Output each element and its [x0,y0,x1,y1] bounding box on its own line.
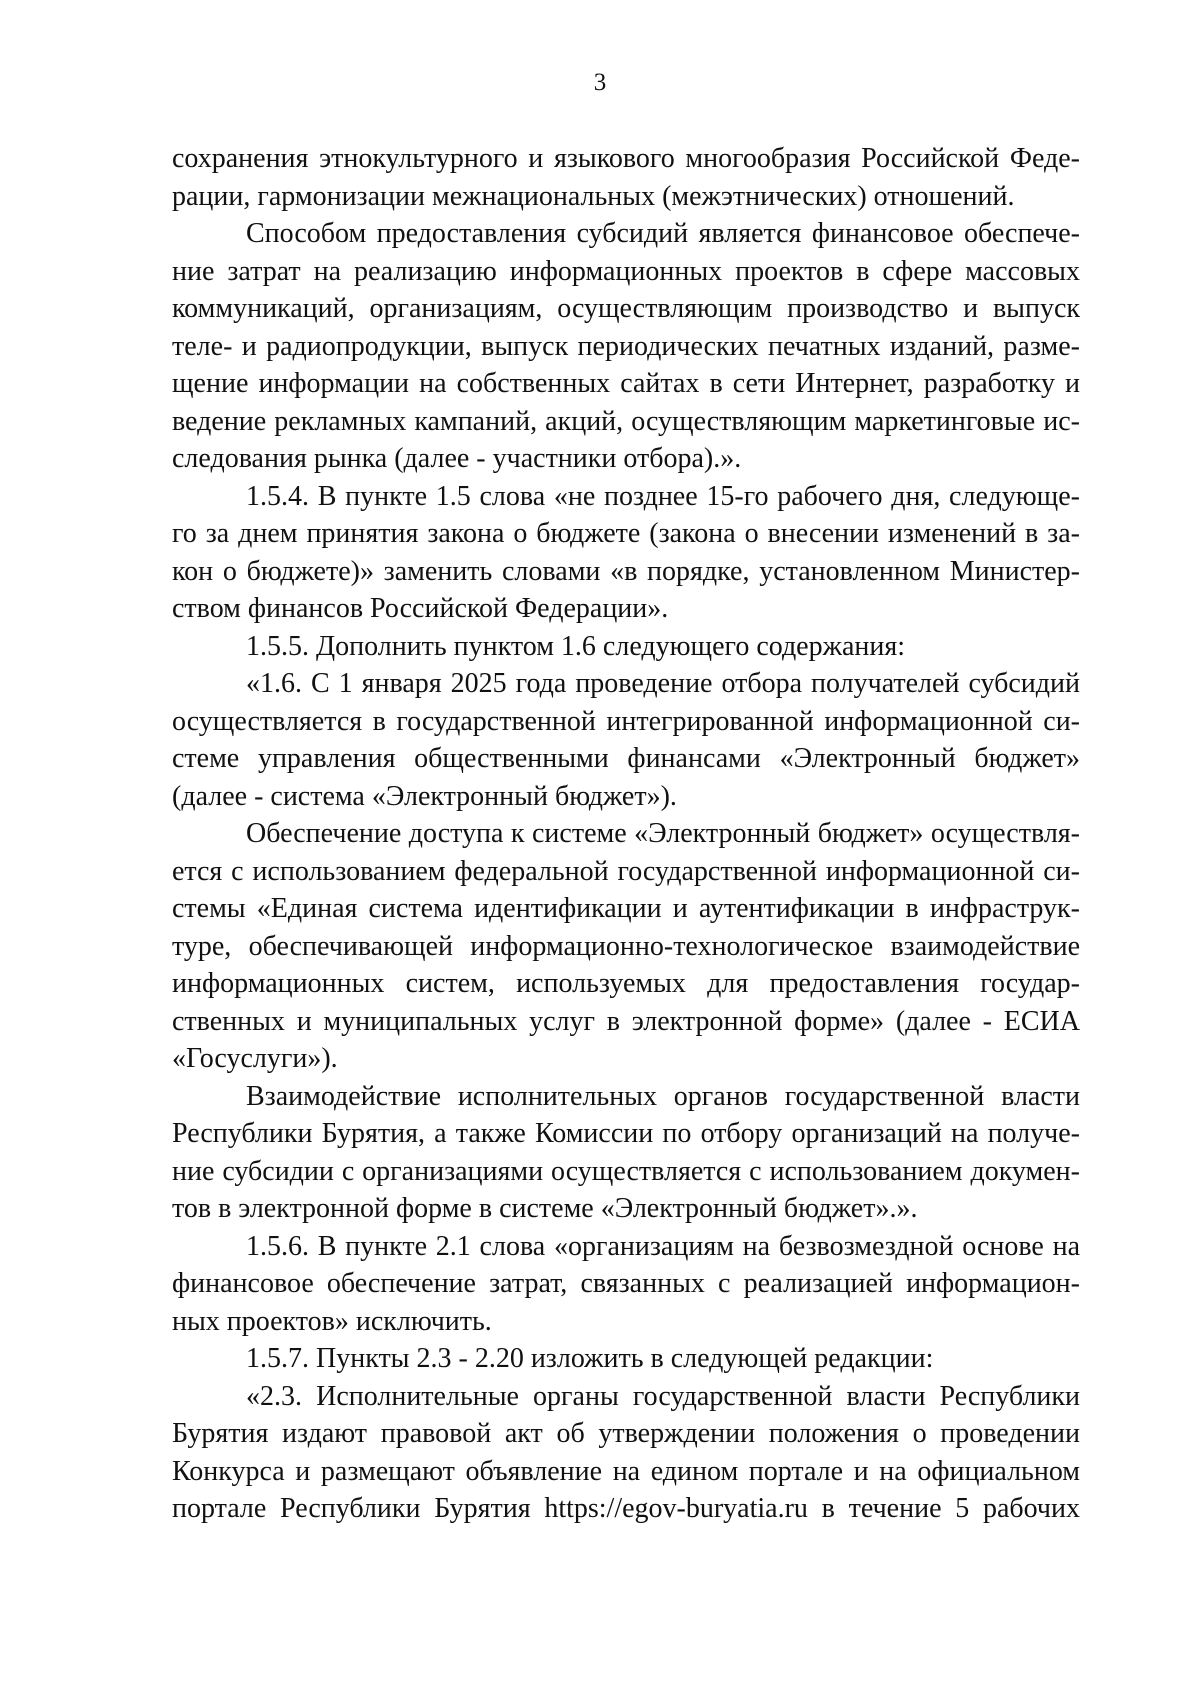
text-line: коммуникаций, организациям, осуществляющим производство и выпуск [172,293,1080,324]
text-line: Способом предоставления субсидий является финансовое обеспече- [246,218,1080,249]
text-line: кон о бюджете)» заменить словами «в порядке, установленном Министер- [172,555,1080,587]
text-line: рации, гармонизации межнациональных (межэтнических) отношений. [172,180,1015,212]
text-line: портале Республики Бурятия https://egov-buryatia.ru в течение 5 рабочих [172,1493,1080,1524]
text-line: «1.6. С 1 января 2025 года проведение отбора получателей субсидий [246,668,1080,699]
text-line: осуществляется в государственной интегрированной информационной си- [172,705,1080,737]
text-line: финансовое обеспечение затрат, связанных с реализацией информацион- [172,1268,1080,1299]
text-line: щение информации на собственных сайтах в сети Интернет, разработку и [172,368,1080,399]
text-line: Конкурса и размещают объявление на едином портале и на официальном [172,1455,1080,1487]
text-line: Бурятия издают правовой акт об утверждении положения о проведении [172,1418,1080,1449]
text-line: туре, обеспечивающей информационно-технологическое взаимодействие [172,930,1080,962]
text-line: 1.5.6. В пункте 2.1 слова «организациям на безвозмездной основе на [246,1230,1080,1262]
text-line: (далее - система «Электронный бюджет»). [172,780,677,812]
text-line: Республики Бурятия, а также Комиссии по отбору организаций на получе- [172,1118,1080,1149]
text-line: стеме управления общественными финансами «Электронный бюджет» [172,743,1080,774]
text-line: «2.3. Исполнительные органы государственной власти Республики [246,1380,1080,1412]
text-line: информационных систем, используемых для предоставления государ- [172,968,1080,999]
text-line: ние субсидии с организациями осуществляется с использованием докумен- [172,1155,1080,1187]
text-line: ние затрат на реализацию информационных проектов в сфере массовых [172,255,1080,287]
text-line: 1.5.5. Дополнить пунктом 1.6 следующего содержания: [246,630,906,662]
text-line: ственных и муниципальных услуг в электронной форме» (далее - ЕСИА [172,1005,1080,1037]
text-line: ством финансов Российской Федерации». [172,593,669,624]
text-line: Взаимодействие исполнительных органов государственной власти [246,1080,1080,1112]
text-line: ных проектов» исключить. [172,1305,492,1337]
document-body [172,140,1080,1528]
text-line: теле- и радиопродукции, выпуск периодических печатных изданий, разме- [172,330,1080,362]
text-line: Обеспечение доступа к системе «Электронный бюджет» осуществля- [246,818,1080,849]
text-line: стемы «Единая система идентификации и аутентификации в инфраструк- [172,893,1080,924]
text-line: сохранения этнокультурного и языкового многообразия Российской Феде- [172,143,1080,174]
text-line: «Госуслуги»). [172,1043,338,1074]
text-line: следования рынка (далее - участники отбора).». [172,443,742,474]
text-line: го за днем принятия закона о бюджете (закона о внесении изменений в за- [172,518,1080,549]
text-line: 1.5.4. В пункте 1.5 слова «не позднее 15-го рабочего дня, следующе- [246,480,1080,512]
text-line: 1.5.7. Пункты 2.3 - 2.20 изложить в следующей редакции: [246,1343,934,1374]
text-line: ведение рекламных кампаний, акций, осуществляющим маркетинговые ис- [172,405,1080,437]
page-number: 3 [593,69,607,96]
text-line: тов в электронной форме в системе «Электронный бюджет».». [172,1193,918,1224]
text-line: ется с использованием федеральной государственной информационной си- [172,855,1080,887]
